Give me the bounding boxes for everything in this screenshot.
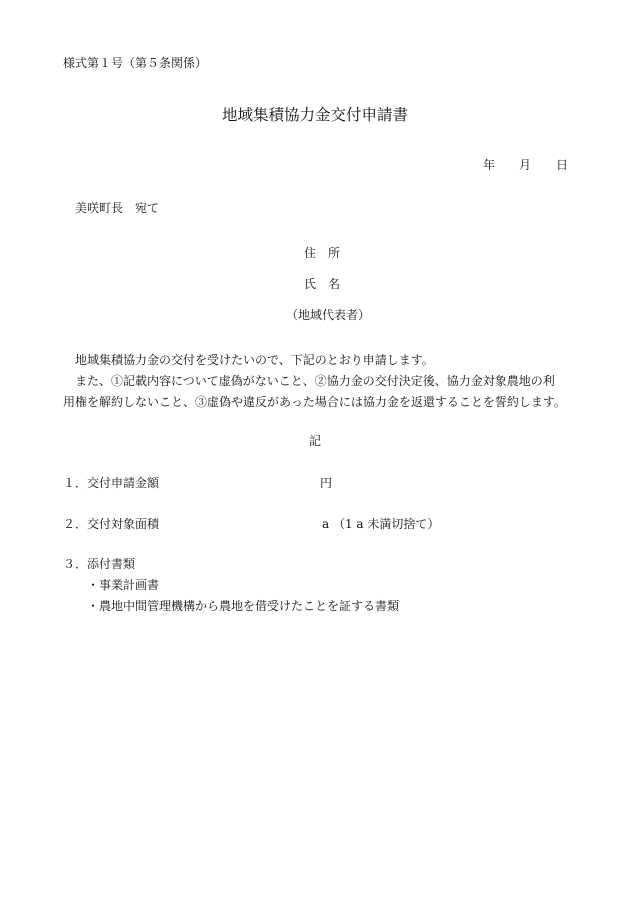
item-3-label: ３．添付書類 xyxy=(63,557,136,571)
document-title: 地域集積協力金交付申請書 xyxy=(221,106,408,124)
body-line-3: 用権を解約しないこと、③虚偽や違反があった場合には協力金を返還することを誓約します。 xyxy=(63,395,566,409)
date-year-label: 年 xyxy=(483,158,496,172)
addressee: 美咲町長 宛て xyxy=(75,201,160,215)
date-month-label: 月 xyxy=(519,158,532,172)
body-line-1: 地域集積協力金の交付を受けたいので、下記のとおり申請します。 xyxy=(75,353,434,367)
form-number-label: 様式第１号（第５条関係） xyxy=(63,56,208,70)
name-label: 氏 名 xyxy=(304,277,341,291)
representative-label: （地域代表者） xyxy=(286,308,371,322)
item-1-label: １．交付申請金額 xyxy=(63,476,160,490)
date-day-label: 日 xyxy=(556,158,569,172)
item-2-unit: a （1 a 未満切捨て） xyxy=(322,517,440,531)
item-1-unit: 円 xyxy=(320,476,333,490)
body-line-2: また、①記載内容について虚偽がないこと、②協力金の交付決定後、協力金対象農地の利 xyxy=(75,374,555,388)
attachment-lease-certificate: ・農地中間管理機構から農地を借受けたことを証する書類 xyxy=(87,599,400,613)
item-2-label: ２．交付対象面積 xyxy=(63,517,160,531)
ki-heading: 記 xyxy=(308,434,321,448)
attachment-business-plan: ・事業計画書 xyxy=(87,578,160,592)
address-label: 住 所 xyxy=(304,246,341,260)
